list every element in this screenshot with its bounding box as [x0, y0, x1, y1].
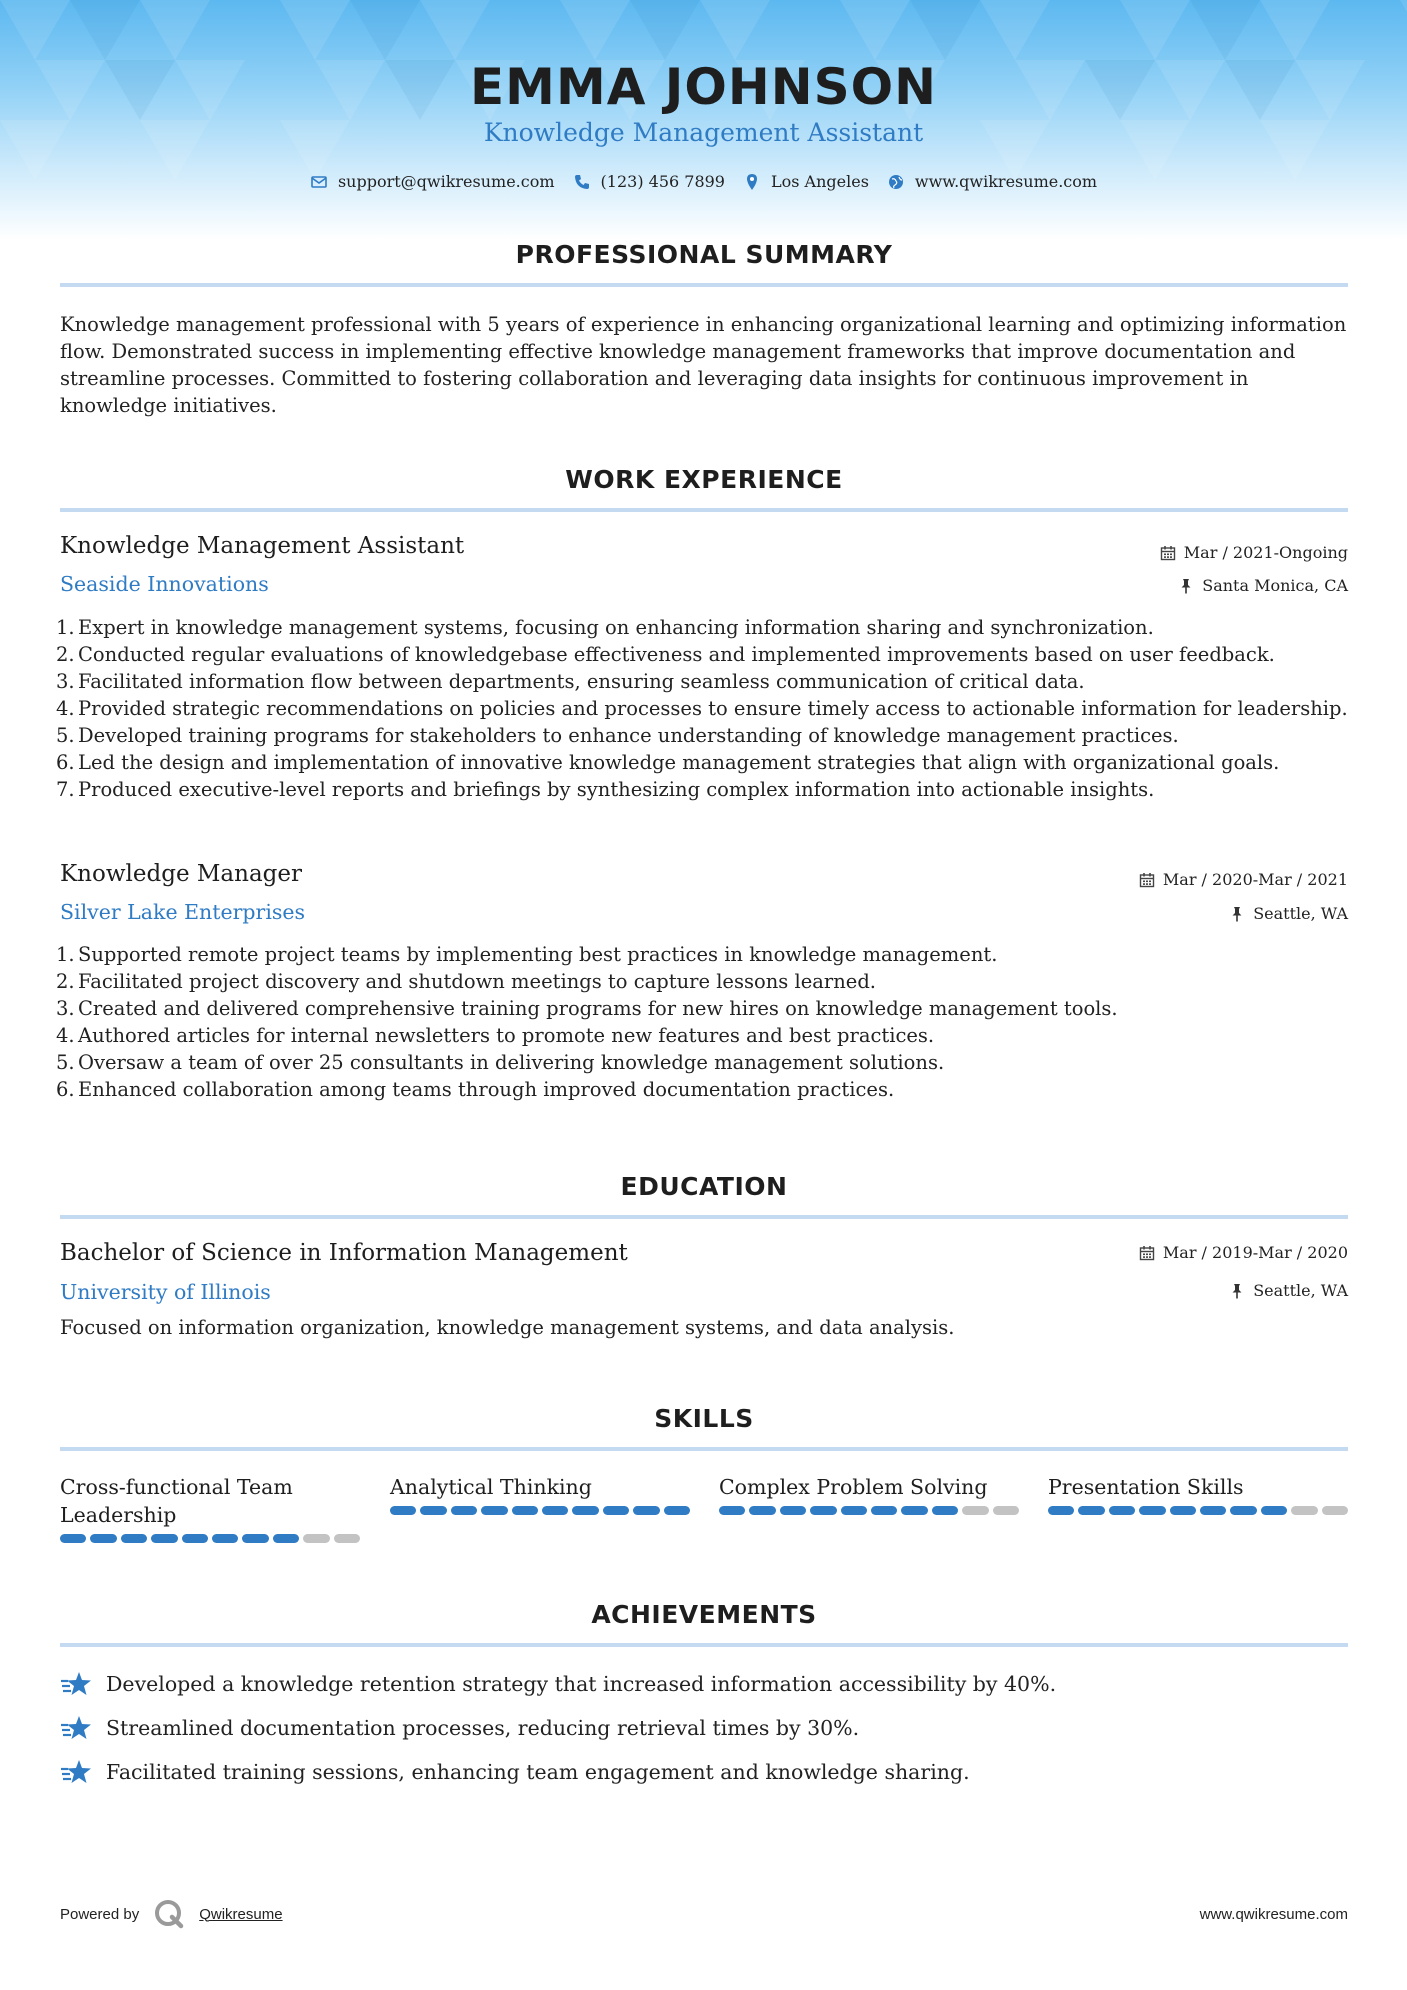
skill-level-segment	[962, 1506, 988, 1515]
footer-website[interactable]: www.qwikresume.com	[1199, 1906, 1348, 1923]
skill-level-segment	[603, 1506, 629, 1515]
achievement-text: Facilitated training sessions, enhancing team engagement and knowledge sharing.	[106, 1760, 970, 1784]
education-divider	[60, 1215, 1348, 1219]
school-name: University of Illinois	[60, 1280, 271, 1304]
phone-icon	[573, 173, 591, 191]
star-icon	[60, 1759, 92, 1785]
skills-heading: SKILLS	[654, 1404, 754, 1433]
skill-level-segment	[664, 1506, 690, 1515]
achievements-divider	[60, 1643, 1348, 1647]
achievement-item	[60, 1671, 1056, 1697]
contact-phone-text: (123) 456 7899	[600, 172, 725, 191]
skill-level-segment	[871, 1506, 897, 1515]
contact-website-text: www.qwikresume.com	[914, 172, 1098, 191]
powered-by-label: Powered by	[60, 1905, 140, 1923]
pushpin-icon	[1229, 1283, 1245, 1299]
skill-level-segment	[1322, 1506, 1348, 1515]
contact-location-text: Los Angeles	[770, 172, 869, 191]
skill-level-segment	[182, 1534, 208, 1543]
summary-divider	[60, 283, 1348, 287]
globe-icon	[887, 173, 905, 191]
skill-level-segment	[810, 1506, 836, 1515]
list-item: 2. Facilitated project discovery and shutdown meetings to capture lessons learned.	[56, 970, 876, 993]
job-location	[1178, 576, 1348, 595]
skill-item	[719, 1473, 1019, 1515]
qwikresume-logo-icon	[153, 1898, 185, 1930]
skills-divider	[60, 1447, 1348, 1451]
skill-level-segment	[481, 1506, 507, 1515]
contact-email[interactable]	[310, 172, 555, 191]
job-date-text: Mar / 2021-Ongoing	[1183, 543, 1348, 562]
job-location-text: Santa Monica, CA	[1202, 576, 1348, 595]
skill-level-segment	[451, 1506, 477, 1515]
contact-location	[743, 172, 869, 191]
calendar-icon	[1160, 545, 1176, 561]
calendar-icon	[1139, 872, 1155, 888]
achievement-item	[60, 1759, 970, 1785]
skill-level-segment	[90, 1534, 116, 1543]
skill-level-segment	[1261, 1506, 1287, 1515]
company-name: Silver Lake Enterprises	[60, 900, 306, 924]
star-icon	[60, 1715, 92, 1741]
achievement-text: Streamlined documentation processes, reducing retrieval times by 30%.	[106, 1716, 860, 1740]
skill-level-segment	[841, 1506, 867, 1515]
list-item: 4. Provided strategic recommendations on policies and processes to ensure timely access to actionable information for leadership.	[56, 697, 1348, 720]
list-item: 3. Created and delivered comprehensive training programs for new hires on knowledge management tools.	[56, 997, 1118, 1020]
experience-divider	[60, 508, 1348, 512]
skill-level-segment	[334, 1534, 360, 1543]
job-date-text: Mar / 2020-Mar / 2021	[1162, 870, 1348, 889]
job-bullets	[56, 941, 1350, 1103]
skill-level-bar	[719, 1506, 1019, 1515]
education-description: Focused on information organization, knowledge management systems, and data analysis.	[60, 1316, 955, 1339]
job-title: Knowledge Management Assistant	[60, 533, 465, 559]
skill-level-segment	[1291, 1506, 1317, 1515]
education-date-text: Mar / 2019-Mar / 2020	[1162, 1243, 1348, 1262]
skill-level-segment	[1109, 1506, 1135, 1515]
list-item: 5. Developed training programs for stakeholders to enhance understanding of knowledge management practices.	[56, 724, 1179, 747]
list-item: 6. Enhanced collaboration among teams through improved documentation practices.	[56, 1078, 895, 1101]
contact-email-text: support@qwikresume.com	[337, 172, 555, 191]
skill-level-segment	[390, 1506, 416, 1515]
star-icon	[60, 1671, 92, 1697]
skill-level-segment	[242, 1534, 268, 1543]
skill-level-segment	[633, 1506, 659, 1515]
skill-level-segment	[212, 1534, 238, 1543]
list-item: 1. Expert in knowledge management systems, focusing on enhancing information sharing and synchronization.	[56, 616, 1154, 639]
skill-level-segment	[572, 1506, 598, 1515]
skill-level-segment	[1200, 1506, 1226, 1515]
degree-title: Bachelor of Science in Information Management	[60, 1240, 628, 1266]
job-location-text: Seattle, WA	[1253, 904, 1348, 923]
skill-level-segment	[420, 1506, 446, 1515]
pushpin-icon	[1178, 578, 1194, 594]
map-pin-icon	[743, 173, 761, 191]
candidate-name: EMMA JOHNSON	[470, 58, 937, 116]
skill-level-segment	[512, 1506, 538, 1515]
education-heading: EDUCATION	[620, 1172, 788, 1201]
skill-level-segment	[932, 1506, 958, 1515]
envelope-icon	[310, 173, 328, 191]
summary-heading: PROFESSIONAL SUMMARY	[515, 240, 893, 269]
skill-name: Complex Problem Solving	[719, 1475, 988, 1499]
skill-name: Cross-functional Team Leadership	[60, 1475, 293, 1527]
skill-level-segment	[1170, 1506, 1196, 1515]
skill-level-segment	[303, 1534, 329, 1543]
list-item: 2. Conducted regular evaluations of knowledgebase effectiveness and implemented improvements based on user feedback.	[56, 643, 1275, 666]
skill-item	[60, 1473, 360, 1543]
achievement-item	[60, 1715, 859, 1741]
list-item: 7. Produced executive-level reports and briefings by synthesizing complex information into actionable insights.	[56, 778, 1155, 801]
company-name: Seaside Innovations	[60, 572, 269, 596]
skill-level-segment	[151, 1534, 177, 1543]
list-item: 4. Authored articles for internal newsletters to promote new features and best practices.	[56, 1024, 935, 1047]
achievements-heading: ACHIEVEMENTS	[591, 1600, 817, 1629]
skill-level-segment	[993, 1506, 1019, 1515]
list-item: 6. Led the design and implementation of innovative knowledge management strategies that align with organizational goals.	[56, 751, 1280, 774]
skill-item	[390, 1473, 690, 1515]
skill-name: Analytical Thinking	[390, 1475, 592, 1499]
skill-level-bar	[60, 1534, 360, 1543]
job-date	[1160, 543, 1348, 562]
skill-level-segment	[780, 1506, 806, 1515]
job-title: Knowledge Manager	[60, 861, 302, 887]
education-date	[1139, 1243, 1348, 1262]
summary-text: Knowledge management professional with 5 years of experience in enhancing organizational learning and optimizing information flow. Demonstrated success in implementing effective knowledge management frameworks that improve documentation and streamline processes. Committed to fostering collaboration and leveraging data insights for continuous improvement in knowledge initiatives.	[60, 313, 1347, 417]
skill-level-segment	[121, 1534, 147, 1543]
pushpin-icon	[1229, 906, 1245, 922]
job-date	[1139, 870, 1348, 889]
skill-level-segment	[1048, 1506, 1074, 1515]
skill-level-segment	[1078, 1506, 1104, 1515]
skill-level-segment	[273, 1534, 299, 1543]
skill-item	[1048, 1473, 1348, 1515]
skill-level-segment	[901, 1506, 927, 1515]
candidate-role: Knowledge Management Assistant	[483, 118, 924, 147]
education-location	[1229, 1281, 1348, 1300]
contact-bar	[0, 172, 1407, 191]
skill-level-segment	[1230, 1506, 1256, 1515]
skill-level-bar	[1048, 1506, 1348, 1515]
list-item: 5. Oversaw a team of over 25 consultants in delivering knowledge management solutions.	[56, 1051, 945, 1074]
skill-level-segment	[719, 1506, 745, 1515]
job-bullets	[56, 614, 1350, 803]
experience-heading: WORK EXPERIENCE	[565, 465, 843, 494]
skill-level-segment	[60, 1534, 86, 1543]
skill-level-segment	[1139, 1506, 1165, 1515]
list-item: 3. Facilitated information flow between departments, ensuring seamless communication of critical data.	[56, 670, 1085, 693]
skill-name: Presentation Skills	[1048, 1475, 1244, 1499]
contact-website[interactable]	[887, 172, 1097, 191]
skill-level-segment	[542, 1506, 568, 1515]
skill-level-segment	[749, 1506, 775, 1515]
list-item: 1. Supported remote project teams by implementing best practices in knowledge management.	[56, 943, 998, 966]
skill-level-bar	[390, 1506, 690, 1515]
contact-phone[interactable]	[573, 172, 725, 191]
achievement-text: Developed a knowledge retention strategy that increased information accessibility by 40%.	[106, 1672, 1057, 1696]
calendar-icon	[1139, 1245, 1155, 1261]
brand-link[interactable]: Qwikresume	[199, 1905, 283, 1923]
education-location-text: Seattle, WA	[1253, 1281, 1348, 1300]
footer-powered-by	[60, 1898, 283, 1930]
job-location	[1229, 904, 1348, 923]
